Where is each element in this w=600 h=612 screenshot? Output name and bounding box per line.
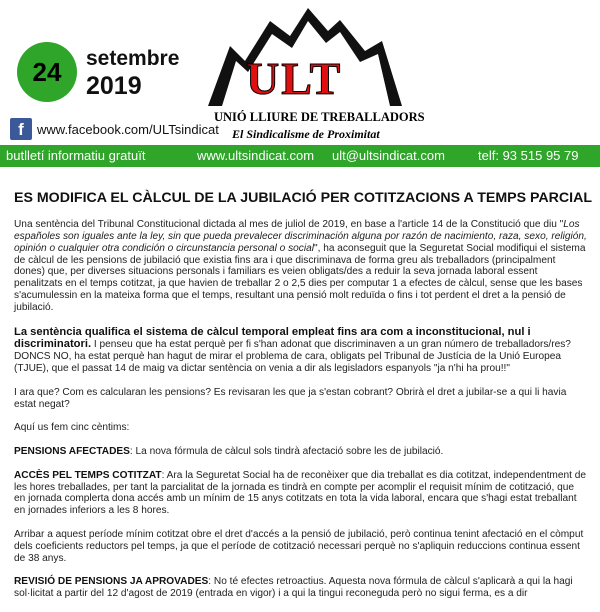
phone-number: telf: 93 515 95 79: [478, 148, 579, 163]
date-day-badge: [17, 42, 77, 102]
paragraph-summary-intro: [14, 422, 588, 434]
article-body: [14, 219, 588, 612]
p2-rest: I penseu que ha estat perquè per fi s'han adonat que discriminaven a un gran número de treballadors/res? DONCS NO, ha estat perquè han hagut de mirar el problema de cara, obligats pel Tribunal de Justícia de la Unió Europea (TJUE), que el passat 14 de maig va dictar sentència on venia a dir als legisladors espanyols "ja n'hi ha prou!!": [14, 339, 571, 375]
p1-text-a: Una sentència del Tribunal Constitucional dictada al mes de juliol de 2019, en base a l'article 14 de la Constitució que diu ": [14, 219, 564, 230]
paragraph-minimum-period: [14, 529, 588, 565]
paragraph-intro: [14, 219, 588, 314]
date-year: 2019: [86, 72, 142, 100]
header: [0, 0, 600, 145]
paragraph-revision: [14, 576, 588, 600]
ult-logo: [200, 6, 425, 146]
article-title: ES MODIFICA EL CÀLCUL DE LA JUBILACIÓ PER COTITZACIONS A TEMPS PARCIAL: [14, 190, 593, 206]
facebook-url[interactable]: www.facebook.com/ULTsindicat: [37, 121, 219, 137]
p7-text: Arribar a aquest període mínim cotitzat obre el dret d'accés a la pensió de jubilació, però continua tenint afectació en el còmput dels coeficients reductors pel temps, ja que el període de cotització necessari perquè no s'apliquin reduccions continua essent de 38 anys.: [14, 528, 584, 564]
paragraph-questions: [14, 387, 588, 411]
p4-text: Aquí us fem cinc cèntims:: [14, 422, 130, 434]
p8-lead: REVISIÓ DE PENSIONS JA APROVADES: [14, 576, 209, 588]
p6-lead: ACCÈS PEL TEMPS COTITZAT: [14, 469, 162, 481]
date-month: setembre: [86, 47, 180, 70]
p1-text-b: ", ha aconseguit que la Seguretat Social modifiqui el sistema de càlcul de les pensions de jubilació que existia fins ara i que discriminava de forma greu als treballadors (principalment dones) que, per diverses situacions personals i familiars es veien obligats/des a reduir la seva jornada laboral essent penalitzats en el temps cotitzat, ja que havien de treballar 2 o 2,5 dies per computar 1 a efectes de càlcul, sense que les bases s'acumulessin en la mateixa forma que el temps, resultant una pensió molt reduïda o fins i tot perdent el dret a la pensió de jubilació.: [14, 242, 586, 313]
p3-text: I ara que? Com es calcularan les pensions? Es revisaran les que ja s'estan cobrant? Obrirà el dret a jubilar-se a qui li havia estat negat?: [14, 386, 567, 410]
facebook-icon: f: [10, 118, 32, 140]
p2-bold: La sentència qualifica el sistema de càlcul temporal empleat fins ara com a inconstitucional, nul i discriminatori.: [14, 325, 531, 351]
p1-quote: Los españoles son iguales ante la ley, sin que pueda prevalecer discriminación alguna por razón de nacimiento, raza, sexo, religión, opinión o cualquier otra condición o circunstancia personal o social: [14, 219, 587, 254]
bulletin-label: butlletí informatiu gratuït: [6, 148, 146, 163]
logo-name: UNIÓ LLIURE DE TREBALLADORS: [214, 110, 425, 124]
p5-lead: PENSIONS AFECTADES: [14, 446, 130, 458]
facebook-link[interactable]: [10, 118, 219, 140]
p5-rest: : La nova fórmula de càlcul sols tindrà afectació sobre les de jubilació.: [129, 446, 444, 458]
p6-rest: : Ara la Seguretat Social ha de reconèixer que dia treballat es dia cotitzat, independentment de les hores treballades, per tant la parcialitat de la jornada es tindrà en compte per acomplir el requisit mínim de cotització, que en jornada complerta dona accés amb un mínim de 15 anys cotitzats en tota la vida laboral, encara que s'hagi estat treballant en jornades inferiors a les 8 hores.: [14, 469, 586, 517]
info-bar: [0, 145, 600, 167]
paragraph-access-time: [14, 470, 588, 517]
paragraph-ruling: [14, 326, 588, 375]
logo-acronym: ULT: [246, 53, 343, 104]
p8-rest: : No té efectes retroactius. Aquesta nova fórmula de càlcul s'aplicarà a qui la hagi sol·licitat a partir del 12 d'agost de 2019 (entrada en vigor) i a qui la tingui reconeguda però no sigui ferma, es a dir: [14, 576, 573, 600]
email-link[interactable]: ult@ultsindicat.com: [332, 148, 445, 163]
website-link[interactable]: www.ultsindicat.com: [197, 148, 315, 163]
date-day: 24: [32, 56, 62, 87]
logo-slogan: El Sindicalisme de Proximitat: [232, 127, 380, 141]
paragraph-affected-pensions: [14, 446, 588, 458]
